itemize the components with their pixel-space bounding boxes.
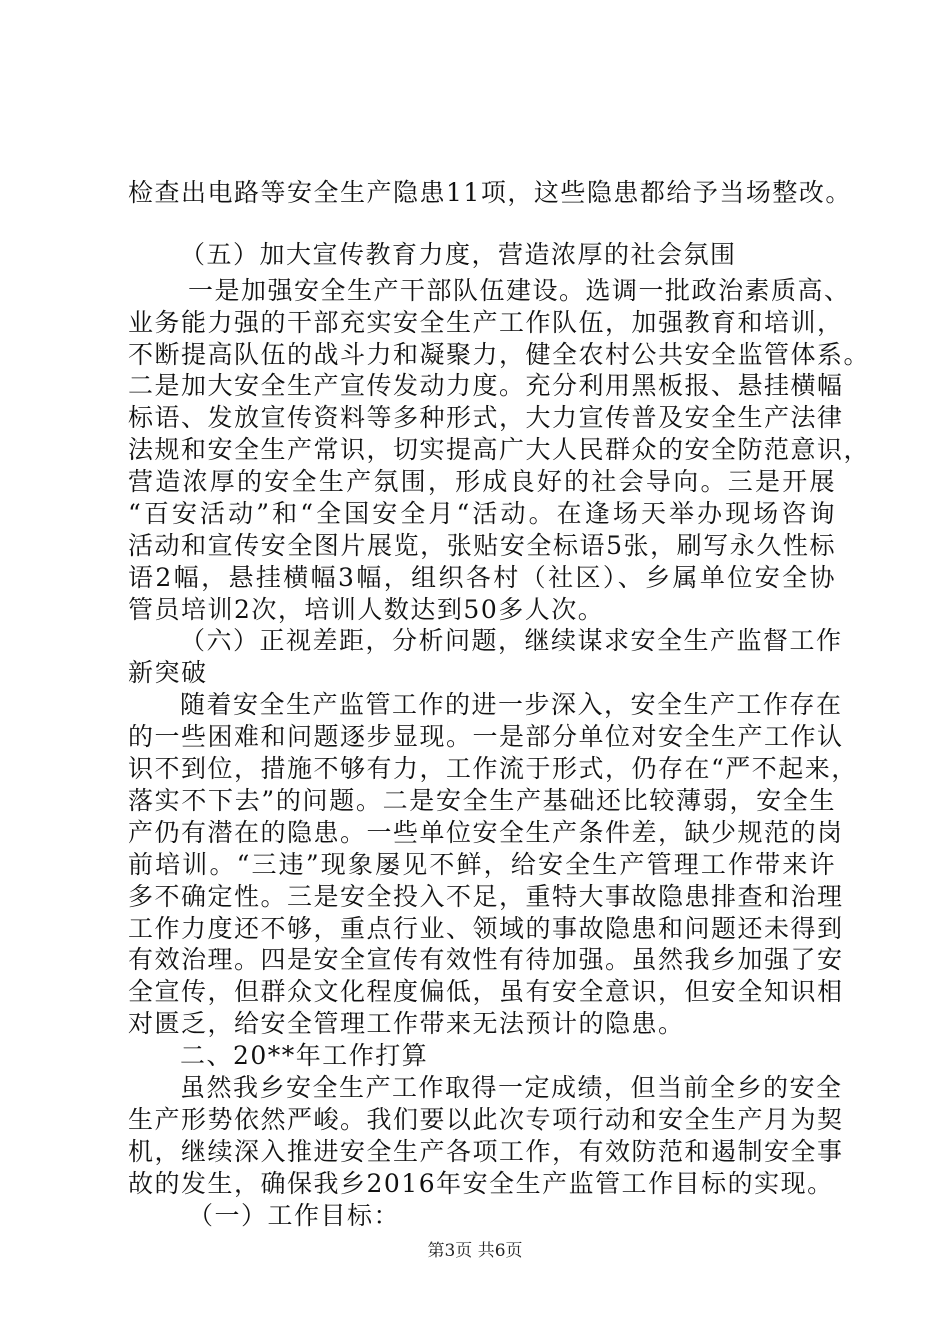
body-line: 营造浓厚的安全生产氛围，形成良好的社会导向。三是开展 [128,467,836,496]
body-line: 落实不下去”的问题。二是安全生产基础还比较薄弱，安全生 [128,786,836,815]
body-line: 有效治理。四是安全宣传有效性有待加强。虽然我乡加强了安 [128,945,844,974]
body-line: 二是加大安全生产宣传发动力度。充分利用黑板报、悬挂横幅 [128,371,844,400]
body-line: 业务能力强的干部充实安全生产工作队伍，加强教育和培训， [128,308,844,337]
body-line: 管员培训2次，培训人数达到50多人次。 [128,595,605,624]
body-line: “百安活动”和“全国安全月“活动。在逢场天举办现场咨询 [128,499,836,528]
section-heading: （一）工作目标： [188,1201,401,1230]
body-line: 工作力度还不够，重点行业、领域的事故隐患和问题还未得到 [128,914,844,943]
paragraph-first-line: 虽然我乡安全生产工作取得一定成绩，但当前全乡的安全 [180,1073,843,1102]
paragraph-first-line: 随着安全生产监管工作的进一步深入，安全生产工作存在 [180,690,843,719]
section-heading: （五）加大宣传教育力度，营造浓厚的社会氛围 [180,240,737,269]
body-line: 对匮乏，给安全管理工作带来无法预计的隐患。 [128,1009,685,1038]
body-line: 语2幅，悬挂横幅3幅，组织各村（社区）、乡属单位安全协 [128,563,836,592]
body-line: 产仍有潜在的隐患。一些单位安全生产条件差，缺少规范的岗 [128,818,844,847]
body-line: 法规和安全生产常识，切实提高广大人民群众的安全防范意识， [128,435,871,464]
body-line: 多不确定性。三是安全投入不足，重特大事故隐患排查和治理 [128,882,844,911]
section-heading-continued: 新突破 [128,658,208,687]
section-heading: 二、20**年工作打算 [180,1041,429,1070]
body-line: 检查出电路等安全生产隐患11项，这些隐患都给予当场整改。 [128,178,852,207]
body-line: 不断提高队伍的战斗力和凝聚力，健全农村公共安全监管体系。 [128,340,871,369]
body-line: 识不到位，措施不够有力，工作流于形式，仍存在“严不起来， [128,754,858,783]
body-line: 前培训。“三违”现象屡见不鲜，给安全生产管理工作带来许 [128,850,836,879]
body-line: 生产形势依然严峻。我们要以此次专项行动和安全生产月为契 [128,1105,844,1134]
page-number-footer: 第3页 共6页 [427,1241,523,1261]
body-line: 的一些困难和问题逐步显现。一是部分单位对安全生产工作认 [128,722,844,751]
section-heading: （六）正视差距，分析问题，继续谋求安全生产监督工作 [180,626,843,655]
paragraph-first-line: 一是加强安全生产干部队伍建设。选调一批政治素质高、 [188,276,851,305]
body-line: 标语、发放宣传资料等多种形式，大力宣传普及安全生产法律 [128,403,844,432]
body-line: 活动和宣传安全图片展览，张贴安全标语5张，刷写永久性标 [128,531,836,560]
body-line: 全宣传，但群众文化程度偏低，虽有安全意识，但安全知识相 [128,977,844,1006]
body-line: 故的发生，确保我乡2016年安全生产监管工作目标的实现。 [128,1169,834,1198]
body-line: 机，继续深入推进安全生产各项工作，有效防范和遏制安全事 [128,1137,844,1166]
